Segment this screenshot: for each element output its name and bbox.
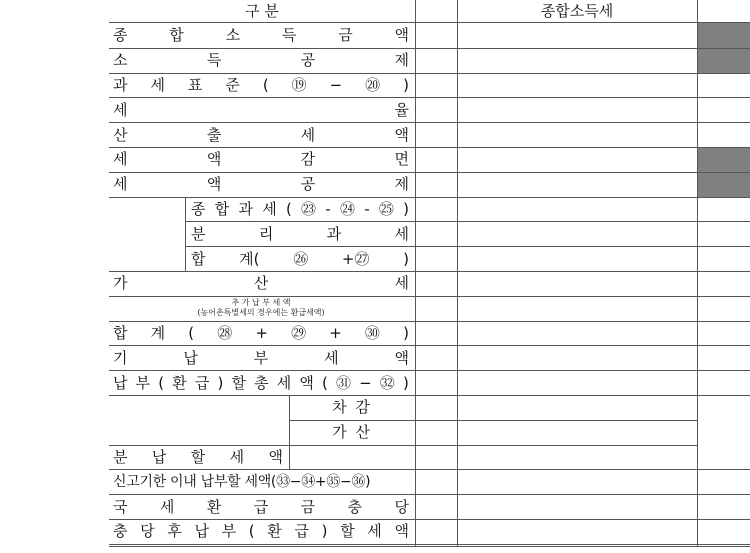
grid-line [415,0,416,546]
row-label: 차 감 [332,398,372,417]
row-label: 분 리 과 세 [191,224,409,243]
grid-line [289,445,290,470]
tax-calculation-table [109,0,750,549]
row-label: 합 계( ㉖ +㉗ ) [191,249,409,268]
row-label: 분 납 할 세 액 [113,448,283,466]
header-category: 구 분 [245,2,279,20]
grid-line [457,0,458,546]
row-label: 세 액 감 면 [113,150,409,169]
grid-line [697,0,698,546]
row-label: 가 산 [332,423,372,442]
row-label: 국 세 환 급 금 충 당 [113,497,409,516]
grid-line [185,197,186,271]
row-label: 세 율 [113,100,409,119]
row-label: 소 득 공 제 [113,51,409,70]
row-label: 기 납 부 세 액 [113,348,409,367]
grid-line [109,544,750,545]
row-label: 종 합 소 득 금 액 [113,26,409,45]
row-label: 산 출 세 액 [113,125,409,144]
row-label: 납 부 ( 환 급 ) 할 총 세 액 ( ㉛ − ㉜ ) [113,373,409,392]
grid-line [109,22,750,23]
row-label: 종 합 과 세 ( ㉓ - ㉔ - ㉕ ) [191,200,409,218]
row-label: 가 산 세 [113,274,409,293]
row-label: 합 계 ( ㉘ + ㉙ + ㉚ ) [113,324,409,342]
header-column: 종합소득세 [540,2,614,20]
row-label: 추 가 납 부 세 액 [231,297,291,307]
row-label: 세 액 공 제 [113,175,409,194]
row-label: 충 당 후 납 부 ( 환 급 ) 할 세 액 [113,522,409,541]
grid-line [109,395,750,396]
grid-line [109,546,750,547]
grid-line [289,395,290,445]
row-label: 과 세 표 준 ( ⑲ − ⑳ ) [113,76,409,94]
grid-line [109,296,750,297]
surcharge-note: (농어촌특별세의 경우에는 환급세액) [197,307,325,317]
row-label: 신고기한 이내 납부할 세액(㉝−㉞+㉟−㊱) [113,473,371,490]
